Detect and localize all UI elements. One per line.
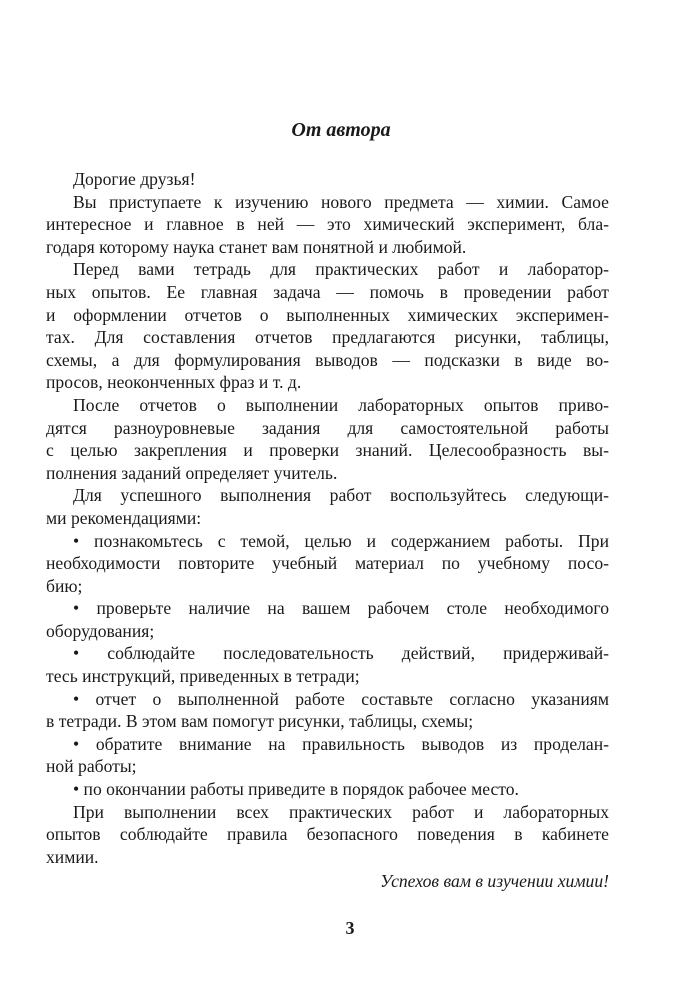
text-line: схемы, а для формулирования выводов — подсказки в виде во- — [46, 349, 609, 370]
text-line: дятся разноуровневые задания для самостоятельной работы — [46, 417, 609, 438]
list-item: • познакомьтесь с темой, целью и содержанием работы. При — [73, 530, 609, 551]
text-line: опытов соблюдайте правила безопасного поведения в кабинете — [46, 824, 609, 845]
text-line: и оформлении отчетов о выполненных химических эксперимен- — [46, 304, 609, 325]
list-item: • отчет о выполненной работе составьте согласно указаниям — [73, 688, 609, 709]
text-line: химии. — [46, 846, 99, 867]
page-title: От автора — [291, 119, 391, 141]
text-line: Для успешного выполнения работ воспользуйтесь следующи- — [73, 485, 609, 506]
text-line: в тетради. В этом вам помогут рисунки, таблицы, схемы; — [46, 711, 474, 732]
text-line: с целью закрепления и проверки знаний. Целесообразность вы- — [46, 440, 609, 461]
text-line: тах. Для составления отчетов предлагаются рисунки, таблицы, — [46, 327, 609, 348]
text-line: ных опытов. Ее главная задача — помочь в проведении работ — [46, 281, 609, 302]
text-line: Перед вами тетрадь для практических работ и лаборатор- — [73, 259, 609, 280]
text-line: Вы приступаете к изучению нового предмета — химии. Самое — [73, 191, 609, 212]
text-line: После отчетов о выполнении лабораторных опытов приво- — [73, 394, 609, 415]
body-text — [46, 168, 609, 868]
text-line: годаря которому наука станет вам понятной и любимой. — [46, 236, 467, 257]
page-number: 3 — [345, 918, 355, 938]
text-line: просов, неоконченных фраз и т. д. — [46, 372, 302, 393]
text-line: оборудования; — [46, 620, 155, 641]
text-line: бию; — [46, 575, 83, 596]
text-line: необходимости повторите учебный материал по учебному посо- — [46, 553, 609, 574]
text-line: интересное и главное в ней — это химический эксперимент, бла- — [46, 214, 609, 235]
list-item: • по окончании работы приведите в порядок рабочее место. — [73, 779, 519, 800]
text-line: ми рекомендациями: — [46, 507, 202, 528]
list-item: • обратите внимание на правильность выводов из проделан- — [73, 733, 609, 754]
list-item: • соблюдайте последовательность действий, придерживай- — [73, 643, 609, 664]
text-line: При выполнении всех практических работ и лабораторных — [73, 801, 609, 822]
text-line: тесь инструкций, приведенных в тетради; — [46, 666, 360, 687]
text-line: полнения заданий определяет учитель. — [46, 462, 338, 483]
greeting: Дорогие друзья! — [73, 169, 196, 189]
signoff: Успехов вам в изучении химии! — [380, 871, 609, 892]
page-content — [46, 118, 609, 893]
list-item: • проверьте наличие на вашем рабочем столе необходимого — [73, 598, 609, 619]
text-line: ной работы; — [46, 756, 137, 777]
